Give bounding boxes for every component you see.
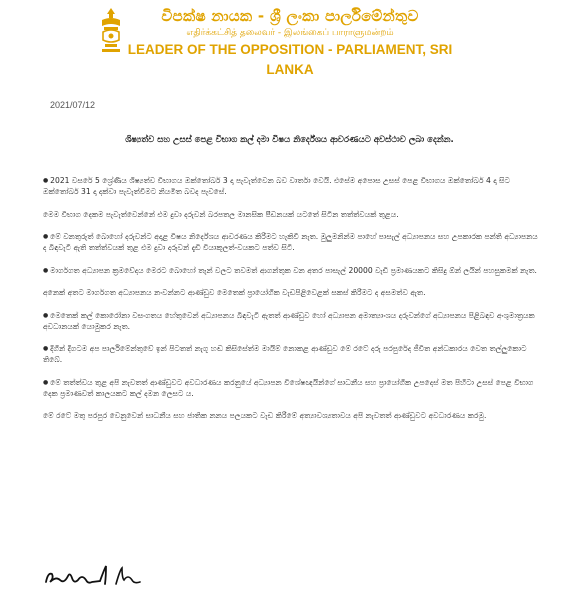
paragraph: මේ රටේ මතු පරපුර වෙනුවෙන් සාධනීය සහ ජාතික නනය පලයකට වැඩ කිරීමේ අත්‍යාවශ්‍යතාවය අපි නැවතත් ආණ්ඩුවට අවධාරණය කරමු. bbox=[43, 411, 487, 420]
paragraph: ● මාර්ගගත අධ්‍යාපන ක්‍රමවේදය මෙරට බොහෝ තැන් වලට තවමත් ආගන්තුක වන අතර පාසැල් 20000 වැඩි ප්‍රමාණයකට කිසිදු ඕන් ලයින් පහසුකමක් නැත. bbox=[43, 265, 543, 276]
letterhead-title-sinhala: විපක්ෂ නායක - ශ්‍රී ලංකා පාර්ලිමේන්තුව bbox=[161, 7, 419, 25]
paragraph: මෙම විභාග දෙකම පැවැත්වෙන්නේ එම දුවා දරුවන් බරපතල මානසික පීඩනයක් යටතේ සිටින තත්ත්වයක් තුළය. bbox=[43, 209, 399, 219]
letter-body bbox=[43, 175, 543, 433]
paragraph: ● දිගින් දිගටම අප පාර්ලිමේන්තුවේ ඉන් පිටතත් නැගූ හඬ කිසිසේත්ම මායිම් නොකළ ආණ්ඩුව මේ රටේ දරු පරපුරේද ජීවිත අන්ධකාරය වෙත තල්ලුකොට තිබේ. bbox=[43, 343, 543, 365]
paragraph: අනෙක් අතට මාර්ගගත අධ්‍යාපනය නංවන්නට ආණ්ඩුව මෙතෙක් ප්‍රායෝගික වැඩපිළිවෙළක් සකස් කිරීමට ද අසමත්ව ඇත. bbox=[43, 288, 426, 297]
paragraph: ● මෙතෙක් කල් කොරෝනා වසංගතය හේතුවෙන් අධ්‍යාපනය බිඳවැටී ඇතත් ආණ්ඩුව හෝ අධ්‍යාපන අමාත්‍යාංශය දරුවන්ගේ අධ්‍යාපනය පිළිබඳව අංශුමාත්‍රයක අවධානයක් යොමුකර නැත. bbox=[43, 310, 543, 332]
paragraph: ● මේ තත්ත්වය තුළ අපි නැවතත් ආණ්ඩුවට අවධාරණය කරනුයේ අධ්‍යාපන විශේෂඥයින්ගේ සාධනීය සහ ප්‍රායෝගික උපදෙස් මත පිහිටා උසස් පෙළ විභාග දෙක ප්‍රමාණවත් කාලයකට කල් දමන ලෙසට ය. bbox=[43, 377, 543, 399]
letter-subject: ශිෂ්‍යත්ව සහ උසස් පෙළ විභාග කල් දමා විෂය නිර්දේශය ආවරණයට අවස්ථාව ලබා දෙන්න. bbox=[125, 135, 454, 145]
handwritten-signature bbox=[42, 560, 152, 592]
letterhead-title-english: LEADER OF THE OPPOSITION - PARLIAMENT, SRI LANKA bbox=[127, 42, 453, 77]
letter-date: 2021/07/12 bbox=[50, 100, 96, 110]
letterhead-title-tamil: எதிர்க்கட்சித் தலைவர் - இலங்கைப் பாராளுமன்றம் bbox=[186, 28, 394, 38]
paragraph: ● මේ වනතුරුත් බොහෝ දරුවන්ට අදාළ විෂය නිර්දේශය ආවරණය කිරීමට හැකිවී නැත. මුලුමනින්ම පාහේ පාසැල් අධ්‍යාපනය සහ උපකාරක පන්ති අධ්‍යාපනය ද බිඳවැටී ඇති තත්ත්වයක් තුළ එම දුවා දරුවන් දැඩි වියාකූලත්-වයකට පත්ව සිටී. bbox=[43, 231, 543, 253]
paragraph: ● 2021 වසරේ 5 ශ්‍රේණිය ශිෂ්‍යත්ව විභාගය ඔක්තෝබර් 3 දා පැවැත්වෙන බව වාර්තා වෙයි. එසේම අපොස උසස් පෙළ විභාගය ඔක්තෝබර් 4 දා සිට ඔක්තෝබර් 31 දා දක්වා පැවැත්වීමට නියමිත බවද පැවසේ. bbox=[43, 175, 543, 197]
letterhead bbox=[0, 0, 579, 80]
